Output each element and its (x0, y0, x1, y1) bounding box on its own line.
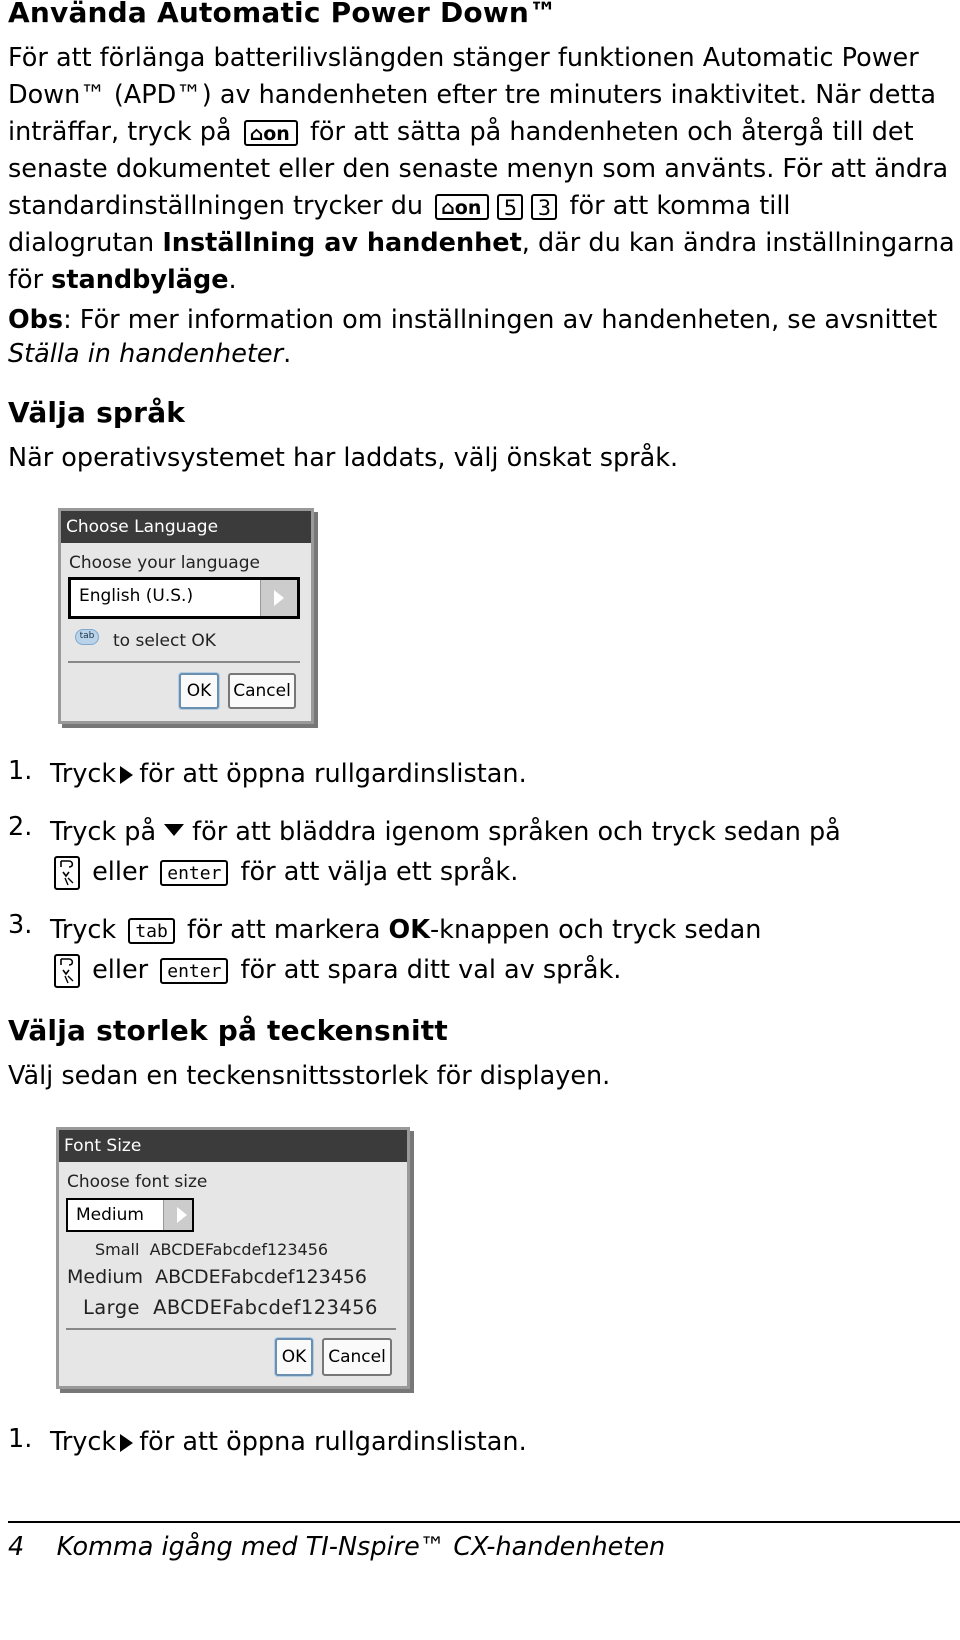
text-fragment: dialogrutan (8, 228, 163, 258)
step-number: 2. (8, 812, 33, 842)
text-fragment: . (228, 265, 237, 295)
text-fragment: för att öppna rullgardinslistan. (139, 1427, 527, 1457)
intro-font-size: Välj sedan en teckensnittsstorlek för displayen. (8, 1061, 611, 1091)
tab-key-icon: tab (75, 629, 99, 645)
text-line (8, 188, 958, 225)
text-line: Down™ (APD™) av handenheten efter tre minuters inaktivitet. När detta (8, 80, 937, 110)
text-line (8, 225, 958, 262)
font-size-name: Large (83, 1296, 140, 1319)
note-label: Obs (8, 305, 64, 335)
text-line (8, 337, 958, 371)
text-fragment: för att sätta på handenheten och återgå till det (309, 117, 914, 147)
step-1-language (50, 756, 950, 793)
bold-term: Inställning av handenhet (162, 228, 522, 258)
down-arrow-icon (164, 824, 184, 836)
text-fragment: eller (92, 857, 149, 887)
text-line (50, 812, 950, 852)
right-arrow-icon (120, 766, 133, 784)
text-fragment: Tryck (50, 759, 117, 789)
font-size-name: Medium (67, 1266, 143, 1288)
font-sample-text: ABCDEFabcdef123456 (149, 1240, 329, 1259)
text-fragment: . (283, 339, 292, 369)
text-fragment: standardinställningen trycker du (8, 191, 424, 221)
page-number: 4 (8, 1532, 25, 1562)
cancel-button[interactable]: Cancel (228, 673, 296, 709)
step-1-font-size (50, 1424, 950, 1461)
page-footer (8, 1532, 665, 1562)
home-on-key (244, 120, 298, 146)
font-sample-text: ABCDEFabcdef123456 (155, 1266, 367, 1288)
cross-reference: Ställa in handenheter (8, 339, 284, 369)
font-sample-large (83, 1296, 378, 1319)
ok-button[interactable]: OK (179, 673, 219, 709)
dropdown-arrow-icon[interactable] (260, 580, 297, 616)
dropdown-arrow-icon[interactable] (163, 1200, 192, 1230)
dialog-title: Font Size (59, 1130, 407, 1162)
footer-title: Komma igång med TI-Nspire™ CX-handenheten (56, 1532, 666, 1562)
click-key-icon (54, 954, 80, 988)
text-fragment: för att spara ditt val av språk. (240, 955, 622, 985)
note-paragraph (8, 303, 958, 371)
font-sample-text: ABCDEFabcdef123456 (153, 1296, 378, 1319)
choose-language-dialog (58, 508, 314, 724)
dialog-label: Choose font size (67, 1172, 208, 1192)
text-fragment: Tryck (50, 915, 117, 945)
language-dropdown[interactable] (68, 577, 300, 619)
text-fragment: Tryck (50, 1427, 117, 1457)
section-heading-language: Välja språk (8, 396, 186, 429)
text-fragment: för att bläddra igenom språken och tryck sedan på (192, 817, 841, 847)
bold-term: standbyläge (51, 265, 229, 295)
text-fragment: -knappen och tryck sedan (429, 915, 762, 945)
section-heading-apd: Använda Automatic Power Down™ (8, 0, 558, 29)
click-key-icon (54, 856, 80, 890)
step-2-language (50, 812, 950, 892)
font-size-dropdown[interactable] (66, 1198, 194, 1232)
dropdown-value: Medium (76, 1205, 144, 1225)
dialog-divider (68, 661, 300, 663)
cancel-button[interactable]: Cancel (322, 1338, 392, 1376)
footer-divider (8, 1521, 960, 1523)
text-line (8, 303, 958, 337)
text-fragment: Tryck på (50, 817, 157, 847)
step-number: 1. (8, 1424, 33, 1454)
text-line (50, 852, 950, 892)
text-line: För att förlänga batterilivslängden stänger funktionen Automatic Power (8, 43, 919, 73)
dialog-hint: to select OK (113, 631, 216, 651)
right-arrow-icon (120, 1434, 133, 1452)
text-fragment: för att markera (186, 915, 389, 945)
dialog-label: Choose your language (69, 553, 260, 573)
text-line (50, 950, 950, 990)
text-fragment: , där du kan ändra inställningarna (521, 228, 955, 258)
font-size-name: Small (95, 1240, 140, 1259)
text-line (50, 910, 950, 950)
enter-key: enter (160, 958, 228, 984)
paragraph-apd (8, 40, 958, 299)
enter-key: enter (160, 860, 228, 886)
text-line: senaste dokumentet eller den senaste menyn som använts. För att ändra (8, 154, 949, 184)
intro-language: När operativsystemet har laddats, välj önskat språk. (8, 443, 679, 473)
text-fragment: för att öppna rullgardinslistan. (139, 759, 527, 789)
text-fragment: eller (92, 955, 149, 985)
tab-key: tab (128, 918, 175, 944)
font-sample-small (95, 1240, 328, 1259)
text-fragment: för att välja ett språk. (240, 857, 519, 887)
font-size-dialog (56, 1127, 410, 1389)
step-number: 3. (8, 910, 33, 940)
step-number: 1. (8, 756, 33, 786)
section-heading-font-size: Välja storlek på teckensnitt (8, 1014, 448, 1047)
key-5: 5 (497, 194, 523, 220)
home-on-key (435, 194, 489, 220)
ok-button[interactable]: OK (275, 1338, 313, 1376)
text-fragment: för (8, 265, 52, 295)
bold-term: OK (388, 915, 430, 945)
dropdown-value: English (U.S.) (79, 586, 194, 606)
text-fragment: för att komma till (569, 191, 791, 221)
key-label: on (454, 197, 482, 219)
text-line (8, 114, 958, 151)
text-fragment: : För mer information om inställningen av handenheten, se avsnittet (63, 305, 938, 335)
key-label: on (263, 123, 290, 145)
text-fragment: inträffar, tryck på (8, 117, 232, 147)
text-line (8, 262, 958, 299)
dialog-title: Choose Language (61, 511, 311, 543)
home-icon: ⌂ (441, 197, 455, 219)
home-icon: ⌂ (249, 123, 264, 145)
step-3-language (50, 910, 950, 990)
key-3: 3 (531, 194, 557, 220)
font-sample-medium (67, 1266, 367, 1288)
dialog-divider (66, 1328, 396, 1330)
